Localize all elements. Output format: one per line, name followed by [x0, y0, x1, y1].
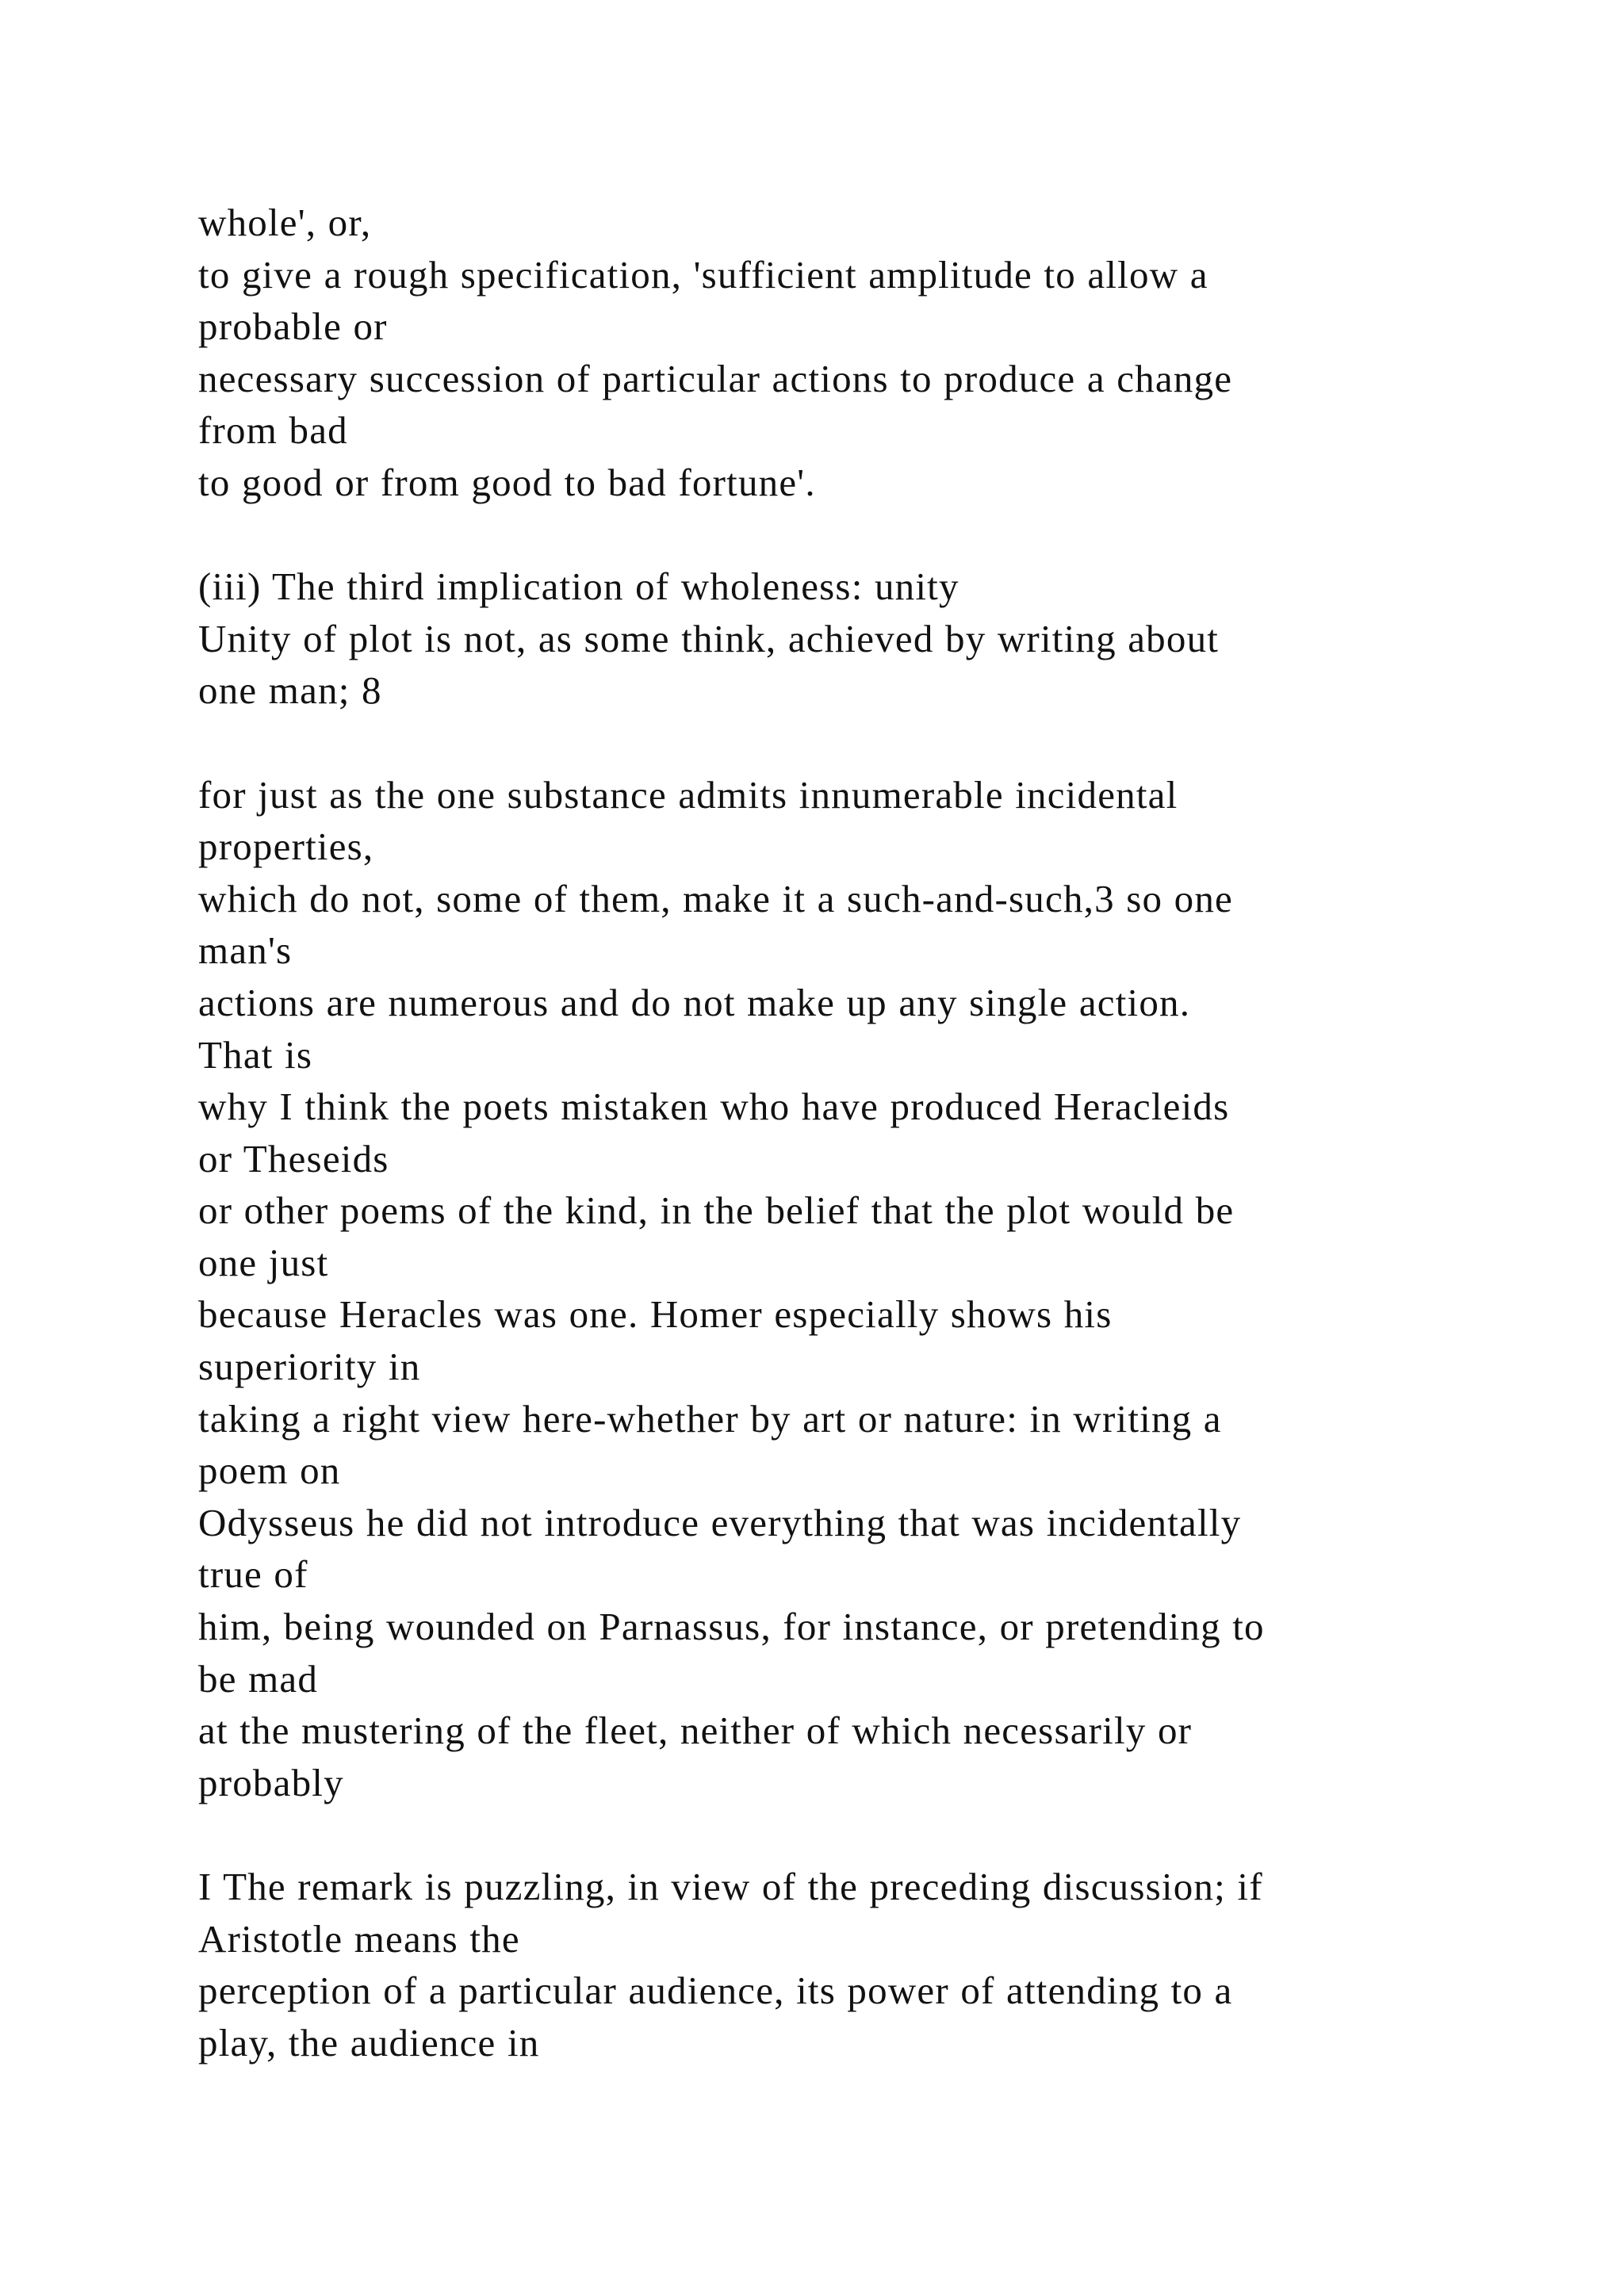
text-line: one man; 8	[198, 668, 382, 713]
paragraph-gap	[198, 717, 1546, 769]
text-line: probably	[198, 1760, 344, 1804]
text-line: properties,	[198, 825, 374, 869]
text-line: poem on	[198, 1448, 341, 1493]
text-line: superiority in	[198, 1345, 421, 1389]
text-line: for just as the one substance admits innumerable incidental	[198, 772, 1178, 817]
text-line: why I think the poets mistaken who have produced Heracleids	[198, 1085, 1230, 1129]
footnote-line: I The remark is puzzling, in view of the preceding discussion; if	[198, 1865, 1263, 1908]
footnote-line: Aristotle means the	[198, 1916, 520, 1961]
text-line: man's	[198, 928, 293, 973]
paragraph-gap	[198, 509, 1546, 561]
text-line: taking a right view here-whether by art or nature: in writing a	[198, 1396, 1222, 1441]
text-line: from bad	[198, 408, 348, 453]
text-line: true of	[198, 1552, 308, 1597]
text-line: probable or	[198, 304, 388, 349]
footnote-line: perception of a particular audience, its power of attending to a	[198, 1969, 1233, 2013]
text-line: or Theseids	[198, 1136, 389, 1181]
text-line: Odysseus he did not introduce everything that was incidentally	[198, 1500, 1242, 1544]
text-line: actions are numerous and do not make up any single action.	[198, 980, 1191, 1024]
section-heading: (iii) The third implication of wholeness: unity	[198, 564, 959, 609]
text-line: necessary succession of particular actions to produce a change	[198, 356, 1233, 400]
text-line: be mad	[198, 1656, 319, 1701]
text-line: him, being wounded on Parnassus, for instance, or pretending to	[198, 1605, 1265, 1649]
text-line: to give a rough specification, 'sufficient amplitude to allow a	[198, 252, 1208, 297]
text-line: one just	[198, 1240, 329, 1284]
text-line: Unity of plot is not, as some think, achieved by writing about	[198, 616, 1220, 660]
text-line: because Heracles was one. Homer especially shows his	[198, 1292, 1113, 1337]
paragraph-gap	[198, 1808, 1546, 1861]
text-line: whole', or,	[198, 201, 372, 244]
text-line: to good or from good to bad fortune'.	[198, 460, 816, 504]
text-line: That is	[198, 1032, 313, 1077]
text-line: which do not, some of them, make it a such-and-such,3 so one	[198, 876, 1234, 920]
text-line: or other poems of the kind, in the belief that the plot would be	[198, 1188, 1235, 1233]
footnote-line: play, the audience in	[198, 2020, 540, 2064]
document-body	[198, 197, 1546, 2068]
text-line: at the mustering of the fleet, neither of which necessarily or	[198, 1709, 1193, 1753]
